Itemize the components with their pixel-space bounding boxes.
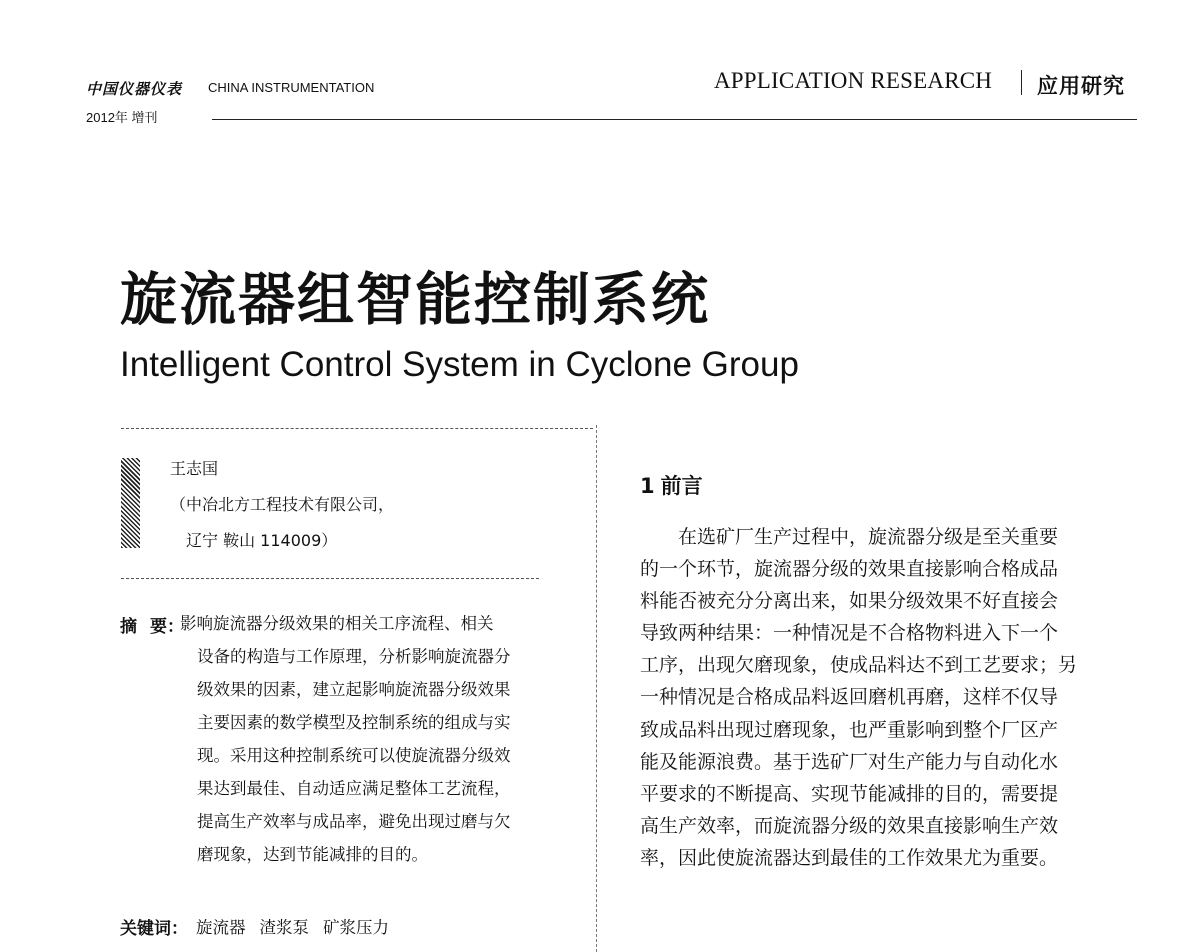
author-name: 王志国 [170,459,219,478]
keyword: 渣浆泵 [259,918,309,937]
abstract-line: 果达到最佳、自动适应满足整体工艺流程， [197,779,511,798]
body-line: 率，因此使旋流器达到最佳的工作效果尤为重要。 [640,846,1059,869]
journal-name-en: CHINA INSTRUMENTATION [208,80,375,95]
body-line: 在选矿厂生产过程中，旋流器分级是至关重要 [678,526,1059,548]
body-line: 导致两种结果：一种情况是不合格物料进入下一个 [640,622,1059,645]
author-box-bottom-rule [121,578,539,579]
section-number: 1 [640,474,655,498]
abstract-line: 影响旋流器分级效果的相关工序流程、相关 [180,614,494,633]
abstract-line: 主要因素的数学模型及控制系统的组成与实 [197,713,511,732]
abstract-label [120,612,184,637]
keywords-label: 关键词： [120,919,188,939]
journal-logo: 中国仪器仪表 [86,80,183,98]
body-line: 平要求的不断提高、实现节能减排的目的，需要提 [640,782,1059,805]
abstract-line: 磨现象，达到节能减排的目的。 [197,845,428,864]
author-affiliation: （中冶北方工程技术有限公司， [170,495,395,514]
body-line: 能及能源浪费。基于选矿厂对生产能力与自动化水 [640,750,1059,773]
header-rule [212,119,1137,120]
abstract-body [180,607,580,871]
article-title-en: Intelligent Control System in Cyclone Group [120,345,799,384]
keyword: 矿浆压力 [323,918,389,937]
author-address: 辽宁 鞍山 114009） [186,531,338,550]
abstract-line: 级效果的因素，建立起影响旋流器分级效果 [197,680,511,699]
abstract-line: 提高生产效率与成品率，避免出现过磨与欠 [197,812,511,831]
keyword: 旋流器 [196,918,246,937]
section-separator [1021,70,1022,95]
body-line: 一种情况是合格成品料返回磨机再磨，这样不仅导 [640,686,1059,709]
column-separator [596,425,597,952]
article-title-zh: 旋流器组智能控制系统 [120,267,710,333]
abstract-line: 设备的构造与工作原理，分析影响旋流器分 [197,647,511,666]
author-box-top-rule [121,428,593,429]
author-box-hatch [121,458,140,548]
section-body [640,521,1140,874]
body-line: 高生产效率，而旋流器分级的效果直接影响生产效 [640,814,1059,837]
issue-label: 2012年 增刊 [86,110,158,125]
section-heading [640,470,703,500]
section-title: 前言 [660,474,703,498]
section-title-en: APPLICATION RESEARCH [714,68,993,93]
keywords-list [196,914,389,938]
body-line: 致成品料出现过磨现象，也严重影响到整个厂区产 [640,718,1059,741]
body-line: 工序，出现欠磨现象，使成品料达不到工艺要求；另 [640,654,1078,677]
abstract-line: 现。采用这种控制系统可以使旋流器分级效 [197,746,511,765]
body-line: 的一个环节，旋流器分级的效果直接影响合格成品 [640,558,1059,581]
abstract-label-char: 摘 [120,617,137,637]
body-line: 料能否被充分分离出来，如果分级效果不好直接会 [640,590,1059,613]
abstract-label-char: 要： [150,617,184,637]
section-title-zh: 应用研究 [1037,74,1125,98]
